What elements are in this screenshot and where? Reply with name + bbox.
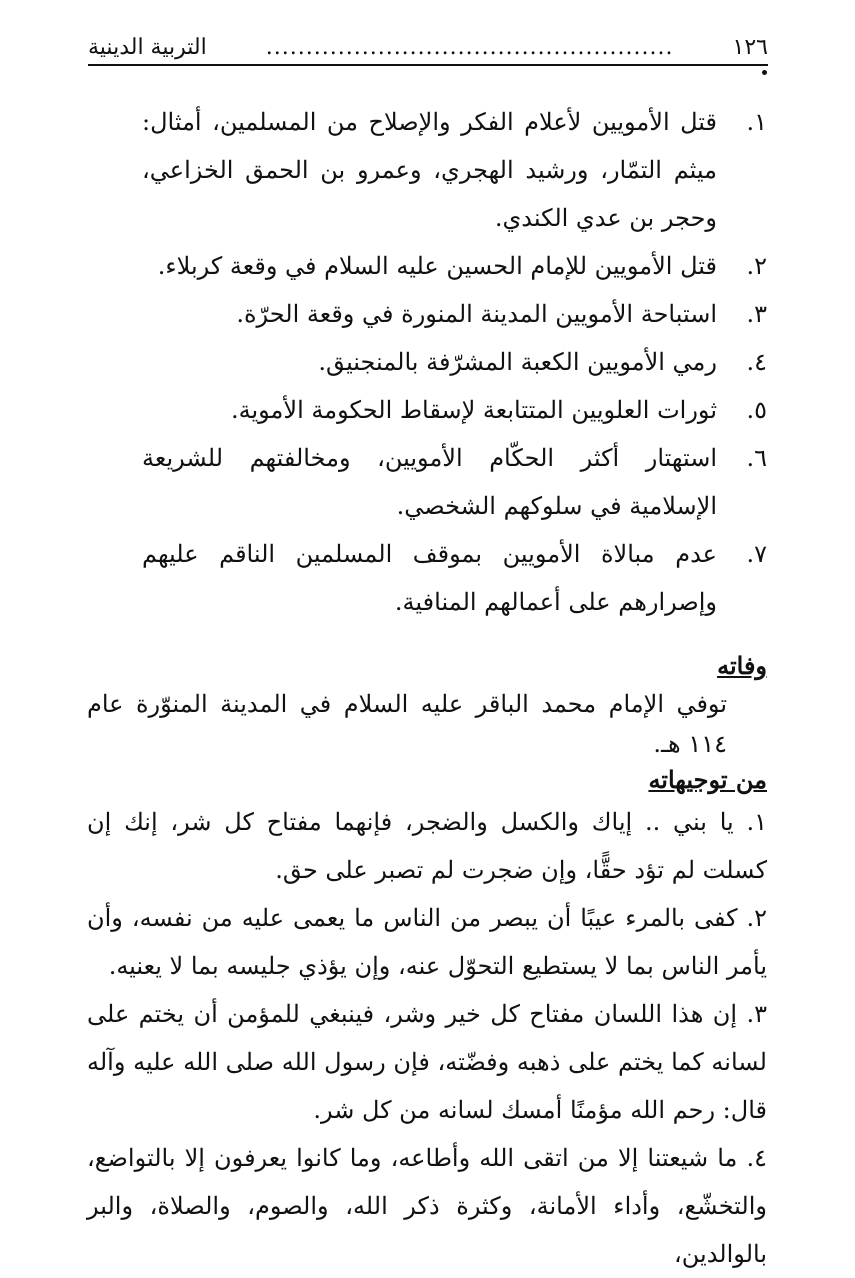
list-number: ١. xyxy=(746,108,767,136)
list-item xyxy=(142,338,767,386)
list-text: رمي الأمويين الكعبة المشرّفة بالمنجنيق. xyxy=(318,348,717,376)
list-text: ثورات العلويين المتتابعة لإسقاط الحكومة الأموية. xyxy=(230,396,717,424)
sayings-heading: من توجيهاته xyxy=(648,765,767,794)
running-header xyxy=(88,28,768,66)
list-item xyxy=(142,242,767,290)
death-heading: وفاته xyxy=(717,651,767,680)
leader-dots: ................................................... xyxy=(265,35,674,60)
list-item xyxy=(142,530,767,626)
saying-paragraph: ٤. ما شيعتنا إلا من اتقى الله وأطاعه، وما كانوا يعرفون إلا بالتواضع، والتخشّع، وأداء الأمانة، وكثرة ذكر الله، والصوم، والصلاة، والبر بالوالدين، xyxy=(87,1144,767,1268)
sayings-section xyxy=(87,762,767,1278)
reasons-list xyxy=(142,98,767,626)
list-number: ٣. xyxy=(746,300,767,328)
list-number: ٢. xyxy=(746,252,767,280)
running-title: التربية الدينية xyxy=(88,35,207,60)
page-number: ١٢٦ xyxy=(732,35,768,60)
list-number: ٥. xyxy=(746,396,767,424)
list-text: قتل الأمويين لأعلام الفكر والإصلاح من المسلمين، أمثال: ميثم التمّار، ورشيد الهجري، وعمرو بن الحمق الخزاعي، وحجر بن عدي الكندي. xyxy=(142,108,717,232)
list-text: استهتار أكثر الحكّام الأمويين، ومخالفتهم للشريعة الإسلامية في سلوكهم الشخصي. xyxy=(142,444,717,520)
list-text: عدم مبالاة الأمويين بموقف المسلمين الناقم عليهم وإصرارهم على أعمالهم المنافية. xyxy=(142,540,717,616)
death-section xyxy=(87,648,767,764)
list-text: قتل الأمويين للإمام الحسين عليه السلام في وقعة كربلاء. xyxy=(157,252,717,280)
list-item xyxy=(142,290,767,338)
list-item xyxy=(142,98,767,242)
list-number: ٧. xyxy=(746,540,767,568)
list-number: ٦. xyxy=(746,444,767,472)
saying-paragraph: ٣. إن هذا اللسان مفتاح كل خير وشر، فينبغي للمؤمن أن يختم على لسانه كما يختم على ذهبه وفضّته، فإن رسول الله صلى الله عليه وآله قال: رحم الله مؤمنًا أمسك لسانه من كل شر. xyxy=(87,1000,767,1124)
saying-paragraph: ١. يا بني .. إياك والكسل والضجر، فإنهما مفتاح كل شر، إنك إن كسلت لم تؤد حقًّا، وإن ضجرت لم تصبر على حق. xyxy=(87,808,767,884)
list-item xyxy=(142,386,767,434)
saying-paragraph: ٢. كفى بالمرء عيبًا أن يبصر من الناس ما يعمى عليه من نفسه، وأن يأمر الناس بما لا يستطيع التحوّل عنه، وإن يؤذي جليسه بما لا يعنيه. xyxy=(87,904,767,980)
death-text: توفي الإمام محمد الباقر عليه السلام في المدينة المنوّرة عام ١١٤ هـ. xyxy=(87,690,728,758)
list-number: ٤. xyxy=(746,348,767,376)
list-text: استباحة الأمويين المدينة المنورة في وقعة الحرّة. xyxy=(236,300,717,328)
list-item xyxy=(142,434,767,530)
header-dot xyxy=(762,70,767,75)
